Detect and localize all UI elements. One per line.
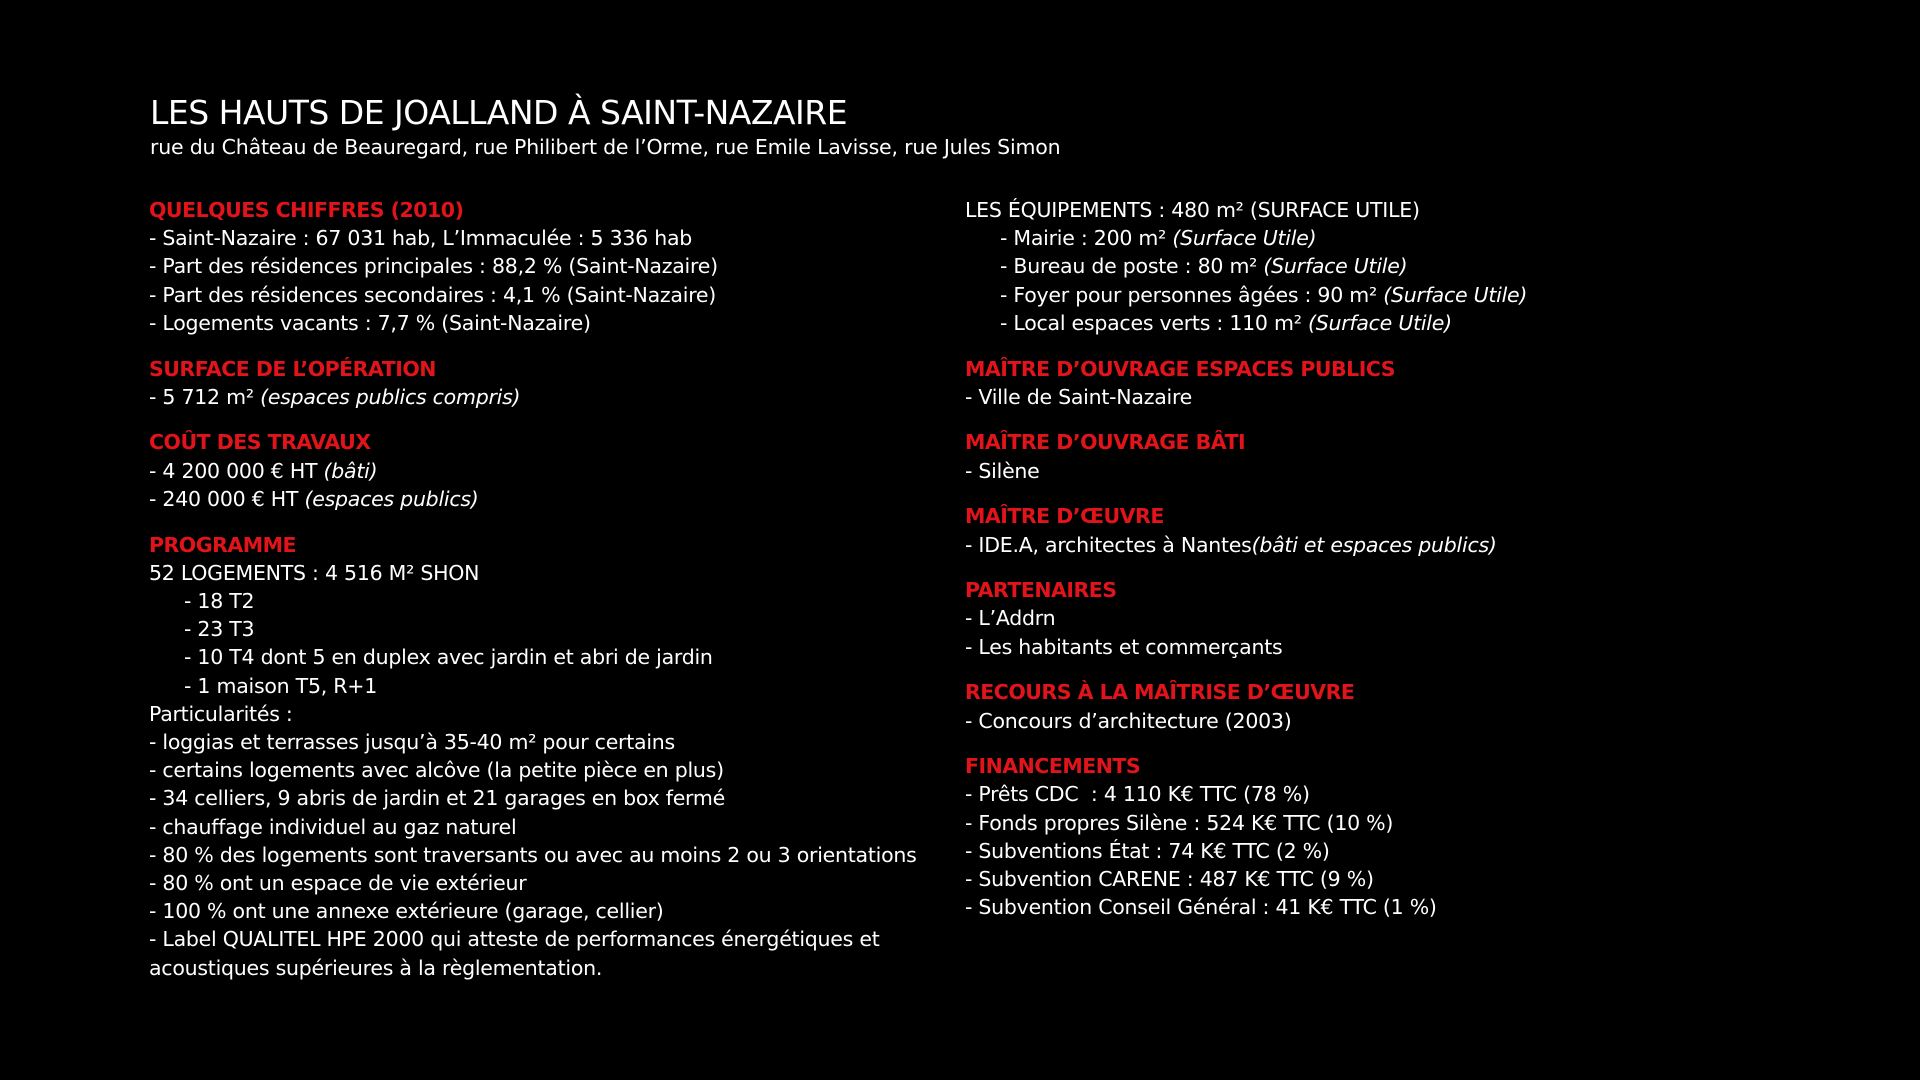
list-item: - loggias et terrasses jusqu’à 35-40 m² pour certains	[149, 729, 675, 754]
list-item	[149, 457, 949, 485]
item-value: - IDE.A, architectes à Nantes	[965, 532, 1252, 557]
list-item: - Part des résidences secondaires : 4,1 % (Saint-Nazaire)	[149, 282, 717, 307]
list-item: - 1 maison T5, R+1	[184, 673, 377, 698]
list-item: - Subvention CARENE : 487 K€ TTC (9 %)	[965, 867, 1374, 892]
section-moe	[965, 502, 1865, 558]
section-heading: SURFACE DE L’OPÉRATION	[149, 356, 436, 381]
section-heading: QUELQUES CHIFFRES (2010)	[149, 198, 464, 222]
item-note: (bâti et espaces publics)	[1251, 532, 1497, 557]
item-note: (bâti)	[323, 458, 378, 483]
list-item	[149, 383, 949, 411]
list-item: - Label QUALITEL HPE 2000 qui atteste de performances énergétiques et acoustiques supérieures à la règlementation.	[149, 927, 880, 980]
section-heading: COÛT DES TRAVAUX	[149, 430, 371, 455]
list-item: - L’Addrn	[965, 606, 1056, 631]
section-cout	[149, 428, 949, 513]
section-subheading: 52 LOGEMENTS : 4 516 M² SHON	[149, 560, 480, 585]
section-heading: RECOURS À LA MAÎTRISE D’ŒUVRE	[965, 680, 1355, 705]
item-value: - 4 200 000 € HT	[149, 458, 318, 483]
section-chiffres	[149, 196, 949, 337]
item-value: - Local espaces verts : 110 m²	[1000, 310, 1302, 335]
list-item	[965, 252, 1865, 280]
list-item: - Part des résidences principales : 88,2 % (Saint-Nazaire)	[149, 254, 718, 279]
section-heading: LES ÉQUIPEMENTS : 480 m² (SURFACE UTILE)	[965, 198, 1420, 222]
section-mo-bati	[965, 428, 1865, 484]
list-item	[965, 531, 1865, 559]
item-value: - Foyer pour personnes âgées : 90 m²	[1000, 282, 1377, 307]
item-note: (Surface Utile)	[1383, 282, 1528, 307]
list-item: - 100 % ont une annexe extérieure (garage, cellier)	[149, 899, 664, 924]
page-title: LES HAUTS DE JOALLAND À SAINT-NAZAIRE	[150, 93, 848, 132]
list-item: - certains logements avec alcôve (la petite pièce en plus)	[149, 758, 724, 783]
particularites-label: Particularités :	[149, 701, 293, 726]
item-note: (Surface Utile)	[1307, 310, 1452, 335]
section-heading: PROGRAMME	[149, 532, 297, 557]
section-surface	[149, 355, 949, 411]
item-note: (espaces publics compris)	[260, 384, 521, 409]
list-item: - 80 % des logements sont traversants ou avec au moins 2 ou 3 orientations	[149, 842, 917, 867]
list-item	[965, 281, 1865, 309]
section-heading: FINANCEMENTS	[965, 754, 1141, 779]
item-value: - Bureau de poste : 80 m²	[1000, 254, 1258, 279]
list-item: - 80 % ont un espace de vie extérieur	[149, 870, 527, 895]
section-programme	[149, 531, 949, 982]
item-value: - 240 000 € HT	[149, 486, 299, 511]
section-heading: MAÎTRE D’OUVRAGE ESPACES PUBLICS	[965, 356, 1396, 381]
list-item: - 18 T2	[184, 588, 255, 613]
section-partenaires	[965, 576, 1865, 661]
section-mo-espaces	[965, 355, 1865, 411]
list-item: - Fonds propres Silène : 524 K€ TTC (10 %)	[965, 810, 1394, 835]
right-column	[965, 196, 1865, 939]
list-item: - chauffage individuel au gaz naturel	[149, 814, 517, 839]
section-recours	[965, 678, 1865, 734]
list-item	[965, 224, 1865, 252]
item-note: (espaces publics)	[304, 486, 479, 511]
section-heading: MAÎTRE D’OUVRAGE BÂTI	[965, 430, 1246, 455]
list-item	[149, 485, 949, 513]
list-item: - 23 T3	[184, 617, 255, 642]
section-heading: PARTENAIRES	[965, 578, 1117, 603]
list-item: - 10 T4 dont 5 en duplex avec jardin et abri de jardin	[184, 645, 713, 670]
list-item: - Logements vacants : 7,7 % (Saint-Nazaire)	[149, 310, 591, 335]
list-item: - 34 celliers, 9 abris de jardin et 21 garages en box fermé	[149, 786, 725, 811]
list-item: - Silène	[965, 458, 1040, 483]
list-item: - Les habitants et commerçants	[965, 634, 1283, 659]
list-item: - Subventions État : 74 K€ TTC (2 %)	[965, 838, 1330, 863]
list-item: - Saint-Nazaire : 67 031 hab, L’Immaculée : 5 336 hab	[149, 226, 693, 251]
section-equipements	[965, 196, 1865, 337]
item-value: - 5 712 m²	[149, 384, 254, 409]
list-item: - Ville de Saint-Nazaire	[965, 384, 1193, 409]
list-item: - Prêts CDC : 4 110 K€ TTC (78 %)	[965, 782, 1310, 807]
list-item: - Concours d’architecture (2003)	[965, 708, 1292, 733]
section-heading: MAÎTRE D’ŒUVRE	[965, 504, 1164, 529]
item-note: (Surface Utile)	[1172, 226, 1317, 251]
item-note: (Surface Utile)	[1263, 254, 1408, 279]
item-value: - Mairie : 200 m²	[1000, 226, 1167, 251]
page-subtitle: rue du Château de Beauregard, rue Philibert de l’Orme, rue Emile Lavisse, rue Jules Simon	[150, 135, 1061, 159]
left-column	[149, 196, 949, 999]
list-item	[965, 309, 1865, 337]
section-financements	[965, 752, 1865, 921]
list-item: - Subvention Conseil Général : 41 K€ TTC (1 %)	[965, 895, 1437, 920]
